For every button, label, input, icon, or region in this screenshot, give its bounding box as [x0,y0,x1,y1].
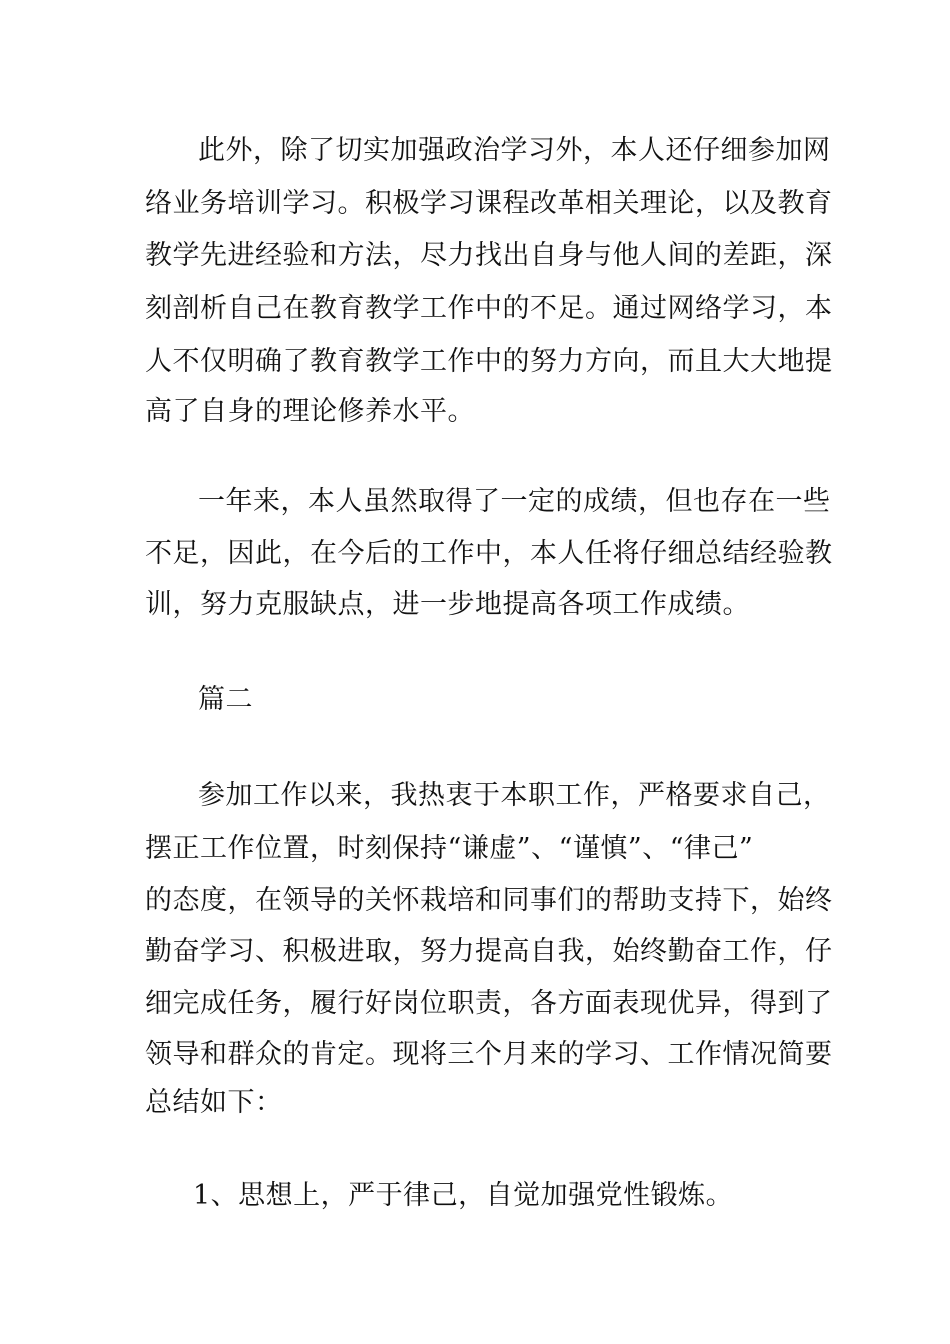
paragraph-2-line-3: 训，努力克服缺点，进一步地提高各项工作成绩。 [145,589,750,620]
paragraph-2-line-1: 一年来，本人虽然取得了一定的成绩，但也存在一些 [198,486,831,517]
section-heading: 篇二 [198,684,253,715]
paragraph-3-line-5: 细完成任务，履行好岗位职责，各方面表现优异，得到了 [145,988,833,1019]
paragraph-1-line-1: 此外，除了切实加强政治学习外，本人还仔细参加网 [198,135,831,166]
list-item-1: 1、思想上，严于律己，自觉加强党性锻炼。 [193,1180,734,1211]
paragraph-3-line-6: 领导和群众的肯定。现将三个月来的学习、工作情况简要 [145,1039,833,1070]
paragraph-1-line-2: 络业务培训学习。积极学习课程改革相关理论，以及教育 [145,188,833,219]
paragraph-3-line-7: 总结如下： [145,1087,283,1118]
paragraph-1-line-6: 高了自身的理论修养水平。 [145,396,475,427]
paragraph-1-line-5: 人不仅明确了教育教学工作中的努力方向，而且大大地提 [145,346,833,377]
paragraph-2-line-2: 不足，因此，在今后的工作中，本人任将仔细总结经验教 [145,538,833,569]
paragraph-3-line-3: 的态度，在领导的关怀栽培和同事们的帮助支持下，始终 [145,885,833,916]
paragraph-3-line-4: 勤奋学习、积极进取，努力提高自我，始终勤奋工作，仔 [145,936,833,967]
paragraph-3-line-2: 摆正工作位置，时刻保持“谦虚”、“谨慎”、“律己” [145,833,754,864]
paragraph-1-line-4: 刻剖析自己在教育教学工作中的不足。通过网络学习，本 [145,293,833,324]
paragraph-1-line-3: 教学先进经验和方法，尽力找出自身与他人间的差距，深 [145,240,833,271]
paragraph-3-line-1: 参加工作以来，我热衷于本职工作，严格要求自己， [198,780,831,811]
